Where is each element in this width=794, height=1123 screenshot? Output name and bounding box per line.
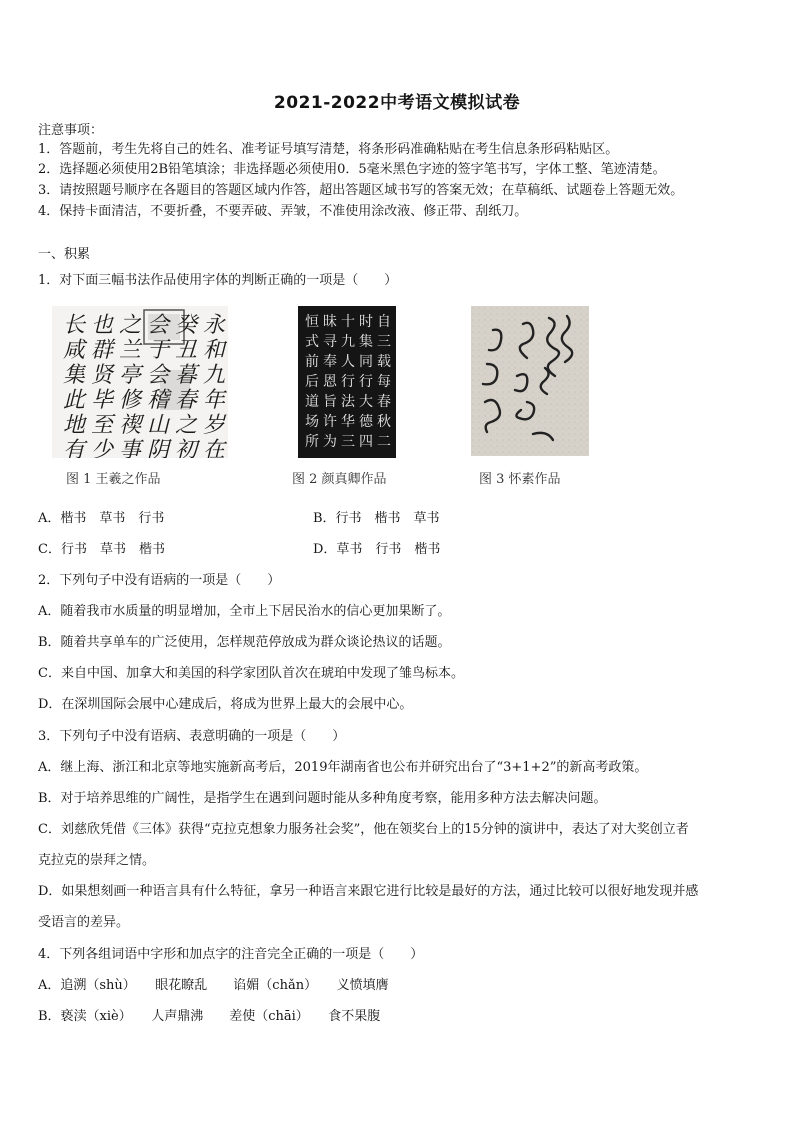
q4-option-a[interactable]: A．追溯（shù） 眼花瞭乱 谄媚（chǎn） 义愤填膺 <box>38 978 389 993</box>
calligraphy-char: 三 <box>377 334 391 350</box>
q1-option-a[interactable]: A．楷书 草书 行书 <box>38 511 165 526</box>
note-item-3: 3．请按照题号顺序在各题目的答题区域内作答，超出答题区域书写的答案无效；在草稿纸、试题卷上答题无效。 <box>38 183 684 198</box>
calligraphy-char: 道 <box>305 394 319 410</box>
calligraphy-char: 会 <box>146 363 170 388</box>
q3-stem: 3．下列句子中没有语病、表意明确的一项是（ ） <box>38 729 346 744</box>
q2-stem: 2．下列句子中没有语病的一项是（ ） <box>38 573 281 588</box>
calligraphy-char: 载 <box>377 354 391 370</box>
q2-option-d[interactable]: D．在深圳国际会展中心建成后，将成为世界上最大的会展中心。 <box>38 697 413 712</box>
notes-heading: 注意事项： <box>38 123 104 138</box>
calligraphy-char: 四 <box>359 434 373 450</box>
figure-1-caption: 图 1 王羲之作品 <box>66 472 161 487</box>
calligraphy-char: 年 <box>202 388 226 413</box>
calligraphy-char: 所 <box>305 434 319 450</box>
calligraphy-char: 初 <box>174 438 198 458</box>
q4-option-b[interactable]: B．亵渎（xiè） 人声鼎沸 差使（chāi） 食不果腹 <box>38 1009 381 1024</box>
calligraphy-char: 会 <box>146 313 170 338</box>
calligraphy-char: 修 <box>118 388 142 413</box>
calligraphy-char: 集 <box>62 363 86 388</box>
section-heading: 一、积累 <box>38 247 91 262</box>
q1-stem: 1．对下面三幅书法作品使用字体的判断正确的一项是（ ） <box>38 273 398 288</box>
calligraphy-image-2 <box>298 306 396 458</box>
q2-option-c[interactable]: C．来自中国、加拿大和美国的科学家团队首次在琥珀中发现了雏鸟标本。 <box>38 666 464 681</box>
calligraphy-char: 禊 <box>118 413 142 438</box>
q3-option-c-cont: 克拉克的崇拜之情。 <box>38 853 156 868</box>
calligraphy-figure-1 <box>52 306 228 487</box>
calligraphy-char: 癸 <box>174 313 198 338</box>
calligraphy-char: 事 <box>118 438 142 458</box>
calligraphy-char: 于 <box>146 338 170 363</box>
calligraphy-char: 二 <box>377 434 391 450</box>
calligraphy-char: 九 <box>341 334 355 350</box>
calligraphy-char: 同 <box>359 354 373 370</box>
calligraphy-char: 人 <box>341 354 355 370</box>
calligraphy-char: 群 <box>90 338 114 363</box>
q1-option-c[interactable]: C．行书 草书 楷书 <box>38 542 165 557</box>
figure-2-caption: 图 2 颜真卿作品 <box>292 472 387 487</box>
calligraphy-char: 稽 <box>146 388 170 413</box>
calligraphy-char: 恩 <box>323 374 337 390</box>
figure-3-caption: 图 3 怀素作品 <box>479 472 561 487</box>
q3-option-d-cont: 受语言的差异。 <box>38 915 130 930</box>
calligraphy-char: 亭 <box>118 363 142 388</box>
calligraphy-char: 毕 <box>90 388 114 413</box>
calligraphy-char: 暮 <box>174 363 198 388</box>
note-item-2: 2．选择题必须使用2B铅笔填涂；非选择题必须使用0．5毫米黑色字迹的签字笔书写，字体工整、笔迹清楚。 <box>38 162 666 177</box>
calligraphy-char: 为 <box>323 434 337 450</box>
calligraphy-char: 德 <box>359 414 373 430</box>
calligraphy-char: 后 <box>305 374 319 390</box>
calligraphy-char: 岁 <box>202 413 226 438</box>
calligraphy-char: 丑 <box>174 338 198 363</box>
calligraphy-char: 许 <box>323 414 337 430</box>
q1-option-d[interactable]: D．草书 行书 楷书 <box>313 542 441 557</box>
calligraphy-char: 地 <box>62 413 86 438</box>
calligraphy-char: 时 <box>359 314 373 330</box>
calligraphy-char: 此 <box>62 388 86 413</box>
calligraphy-char: 长 <box>62 313 86 338</box>
calligraphy-char: 山 <box>146 413 170 438</box>
calligraphy-char: 九 <box>202 363 226 388</box>
note-item-1: 1．答题前，考生先将自己的姓名、准考证号填写清楚，将条形码准确粘贴在考生信息条形码粘贴区。 <box>38 142 619 157</box>
calligraphy-char: 寻 <box>323 334 337 350</box>
calligraphy-char: 每 <box>377 374 391 390</box>
calligraphy-char: 自 <box>377 314 391 330</box>
q2-option-b[interactable]: B．随着共享单车的广泛使用，怎样规范停放成为群众谈论热议的话题。 <box>38 635 451 650</box>
calligraphy-char: 行 <box>341 374 355 390</box>
page-title: 2021-2022中考语文模拟试卷 <box>273 93 521 113</box>
calligraphy-char: 华 <box>341 414 355 430</box>
calligraphy-char: 大 <box>359 394 373 410</box>
calligraphy-char: 十 <box>341 314 355 330</box>
q3-option-a[interactable]: A．继上海、浙江和北京等地实施新高考后，2019年湖南省也公布并研究出台了“3+1+2”的新高考政策。 <box>38 760 648 775</box>
calligraphy-char: 之 <box>118 313 142 338</box>
q3-option-b[interactable]: B．对于培养思维的广阔性，是指学生在遇到问题时能从多种角度考察，能用多种方法去解决问题。 <box>38 791 607 806</box>
calligraphy-char: 在 <box>202 438 226 458</box>
note-item-4: 4．保持卡面清洁，不要折叠，不要弄破、弄皱，不准使用涂改液、修正带、刮纸刀。 <box>38 204 528 219</box>
calligraphy-char: 兰 <box>118 338 142 363</box>
calligraphy-char: 恒 <box>305 314 319 330</box>
calligraphy-char: 奉 <box>323 354 337 370</box>
calligraphy-char: 咸 <box>62 338 86 363</box>
calligraphy-char: 场 <box>305 414 319 430</box>
calligraphy-char: 贤 <box>90 363 114 388</box>
calligraphy-char: 行 <box>359 374 373 390</box>
calligraphy-char: 永 <box>202 313 226 338</box>
calligraphy-figure-3 <box>471 306 589 487</box>
calligraphy-char: 集 <box>359 334 373 350</box>
calligraphy-char: 前 <box>305 354 319 370</box>
calligraphy-char: 昧 <box>323 314 337 330</box>
calligraphy-char: 至 <box>90 413 114 438</box>
calligraphy-image-3 <box>471 306 589 456</box>
q3-option-d[interactable]: D．如果想刻画一种语言具有什么特征，拿另一种语言来跟它进行比较是最好的方法，通过比较可以很好地发现并感 <box>38 884 699 899</box>
calligraphy-char: 式 <box>305 334 319 350</box>
calligraphy-char: 春 <box>377 394 391 410</box>
calligraphy-char: 和 <box>202 338 226 363</box>
calligraphy-char: 三 <box>341 434 355 450</box>
calligraphy-char: 也 <box>90 313 114 338</box>
calligraphy-char: 法 <box>341 394 355 410</box>
calligraphy-figure-2 <box>292 306 396 487</box>
calligraphy-image-1 <box>52 306 228 458</box>
q3-option-c[interactable]: C．刘慈欣凭借《三体》获得“克拉克想象力服务社会奖”，他在领奖台上的15分钟的演讲中，表达了对大奖创立者 <box>38 822 689 837</box>
calligraphy-char: 之 <box>174 413 198 438</box>
q4-stem: 4．下列各组词语中字形和加点字的注音完全正确的一项是（ ） <box>38 947 424 962</box>
calligraphy-char: 少 <box>90 438 114 458</box>
q1-option-b[interactable]: B．行书 楷书 草书 <box>313 511 440 526</box>
calligraphy-char: 有 <box>62 438 86 458</box>
calligraphy-char: 阴 <box>146 438 170 458</box>
q2-option-a[interactable]: A．随着我市水质量的明显增加，全市上下居民治水的信心更加果断了。 <box>38 604 451 619</box>
calligraphy-char: 秋 <box>377 414 391 430</box>
calligraphy-char: 春 <box>174 388 198 413</box>
calligraphy-char: 旨 <box>323 394 337 410</box>
